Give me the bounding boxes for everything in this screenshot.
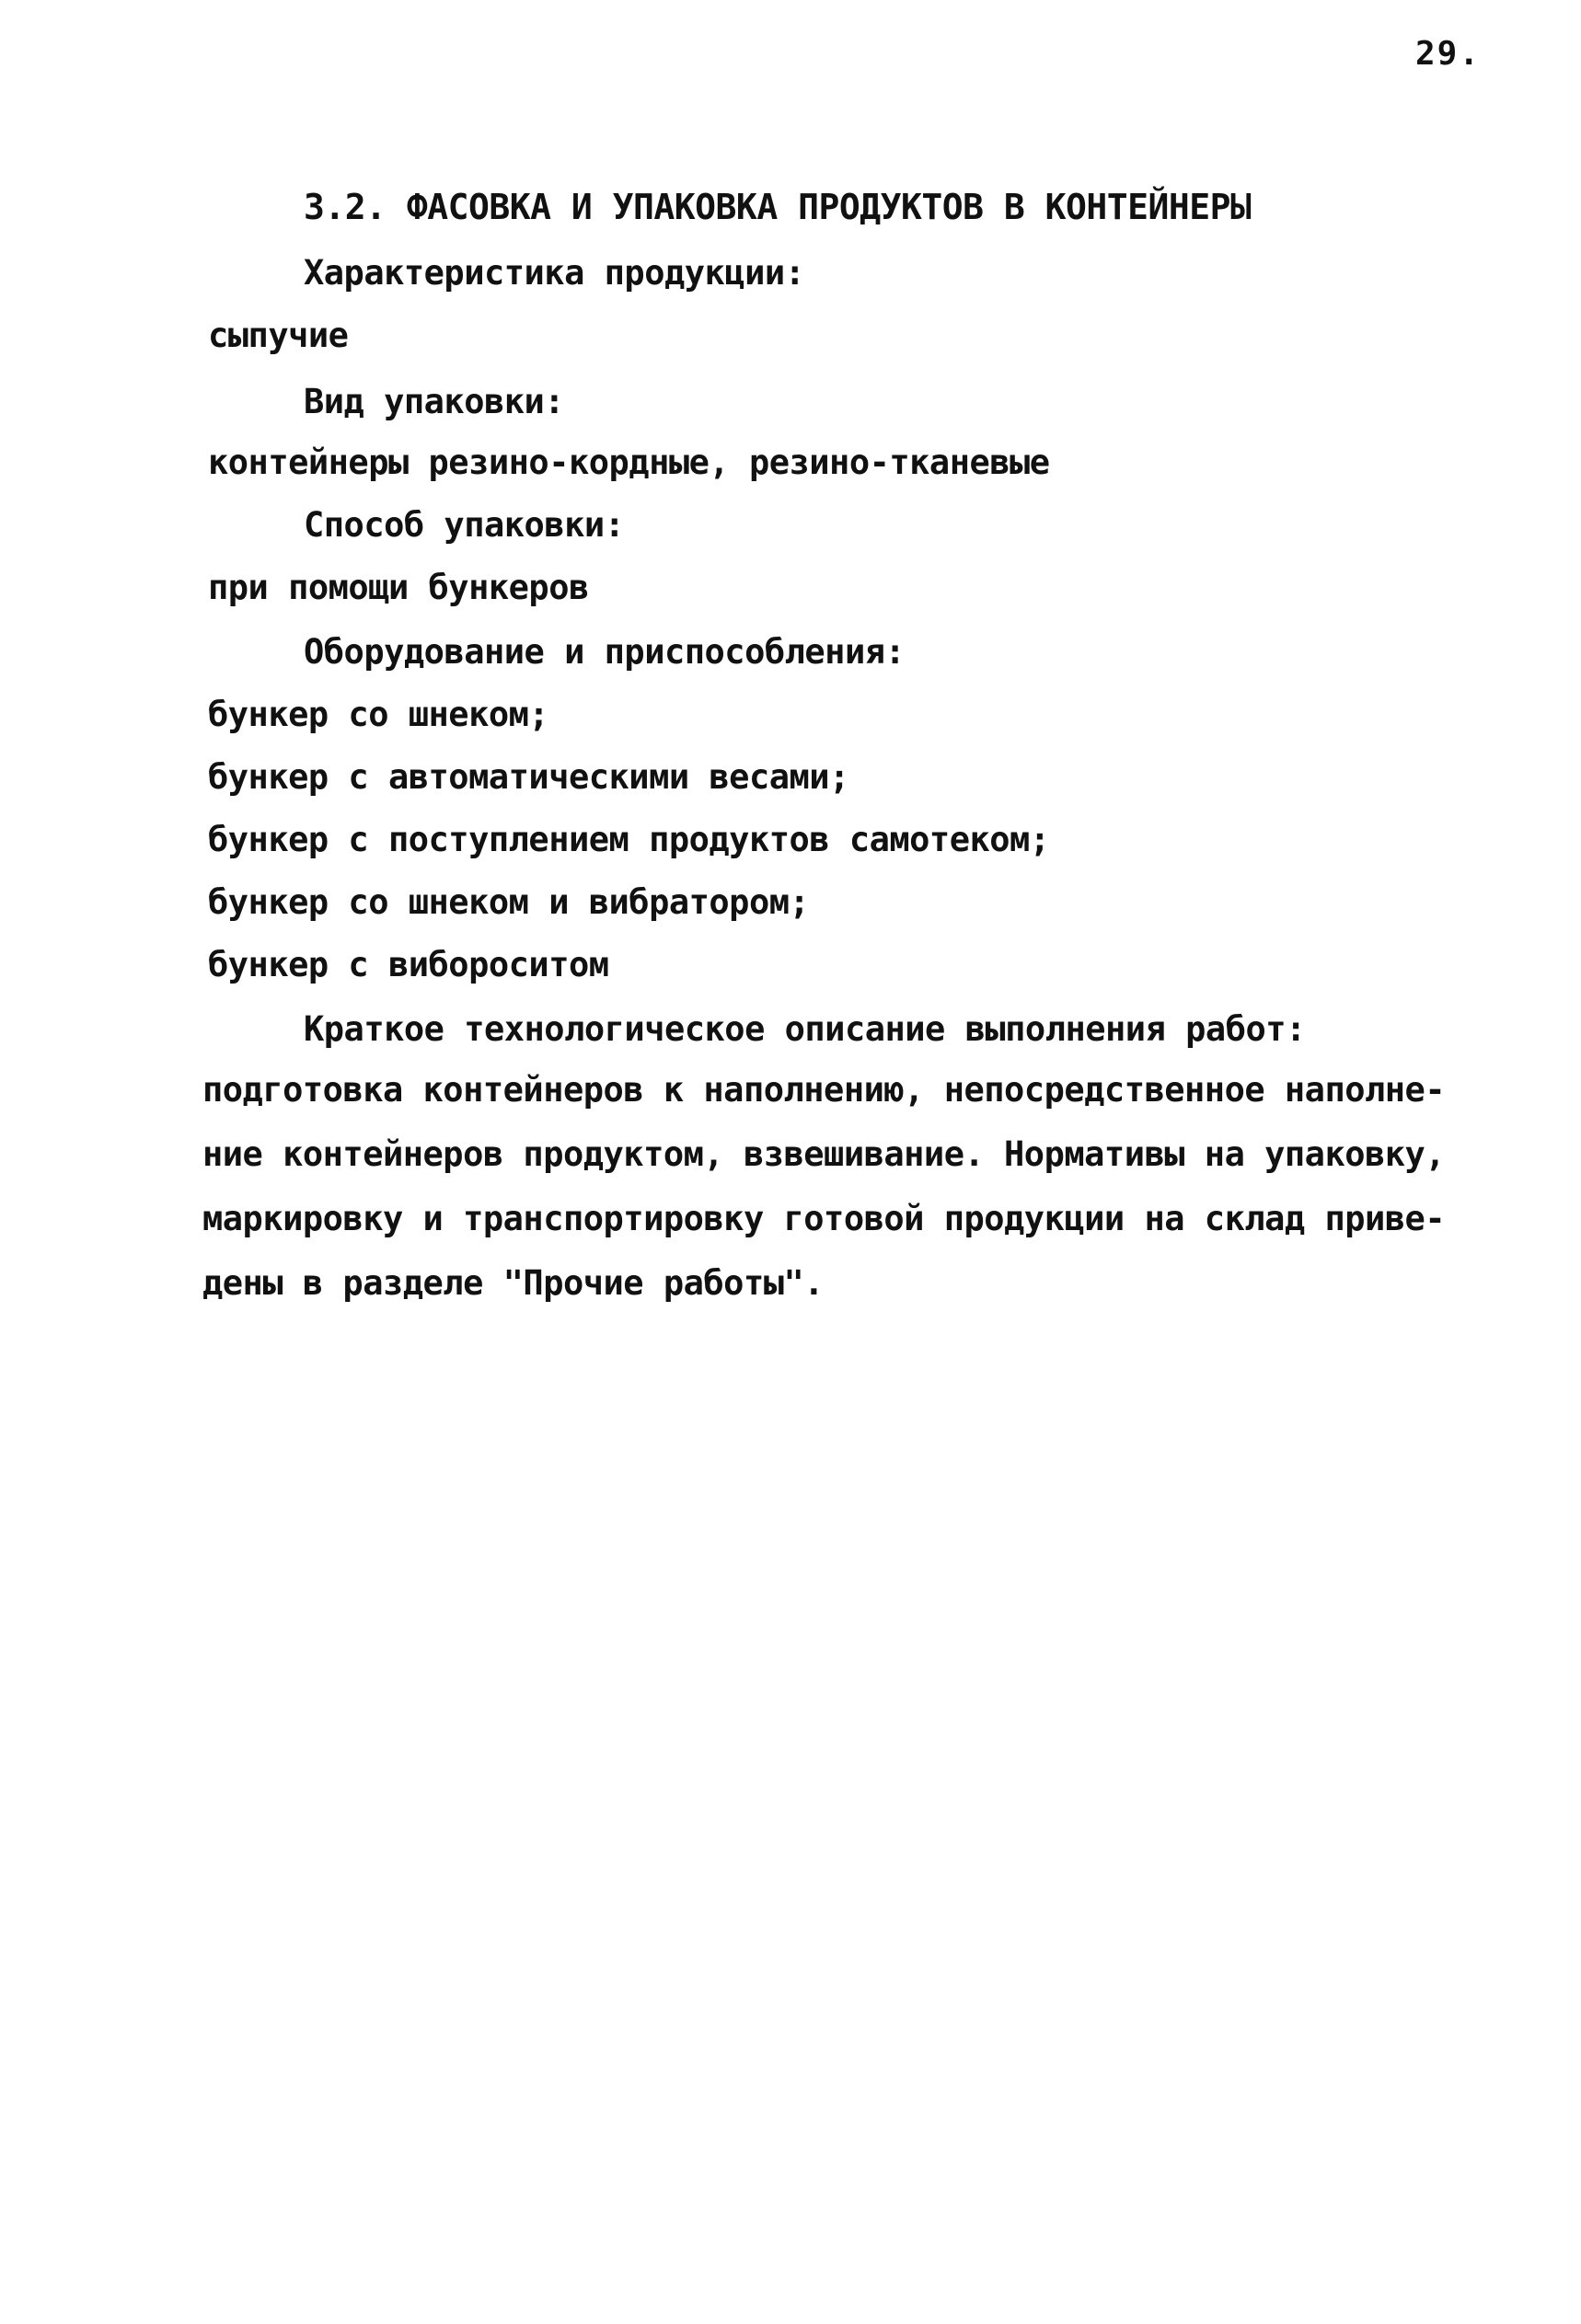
equipment-label: Оборудование и приспособления: (304, 632, 906, 672)
equipment-item: бункер со шнеком и вибратором; (208, 882, 810, 922)
equipment-item: бункер с автоматическими весами; (208, 757, 849, 797)
product-characteristic-label: Характеристика продукции: (304, 253, 805, 293)
description-line: подготовка контейнеров к наполнению, непосредственное наполне- (202, 1070, 1446, 1110)
section-heading: 3.2. ФАСОВКА И УПАКОВКА ПРОДУКТОВ В КОНТЕЙНЕРЫ (304, 187, 1252, 227)
packaging-method-label: Способ упаковки: (304, 505, 625, 545)
description-text (202, 1058, 1446, 1316)
equipment-item: бункер с вибороситом (208, 945, 609, 984)
packaging-type-value: контейнеры резино-кордные, резино-тканевые (208, 443, 1050, 482)
description-line: дены в разделе "Прочие работы". (202, 1263, 825, 1303)
equipment-item: бункер с поступлением продуктов самотеком; (208, 820, 1050, 859)
description-line: маркировку и транспортировку готовой продукции на склад приве- (202, 1199, 1446, 1238)
packaging-method-value: при помощи бункеров (208, 568, 589, 607)
product-characteristic-value: сыпучие (208, 316, 349, 355)
description-line: ние контейнеров продуктом, взвешивание. Нормативы на упаковку, (202, 1134, 1446, 1174)
page-number: 29. (1415, 35, 1482, 73)
packaging-type-label: Вид упаковки: (304, 382, 565, 421)
description-label: Краткое технологическое описание выполнения работ: (304, 1009, 1306, 1049)
equipment-item: бункер со шнеком; (208, 695, 549, 734)
